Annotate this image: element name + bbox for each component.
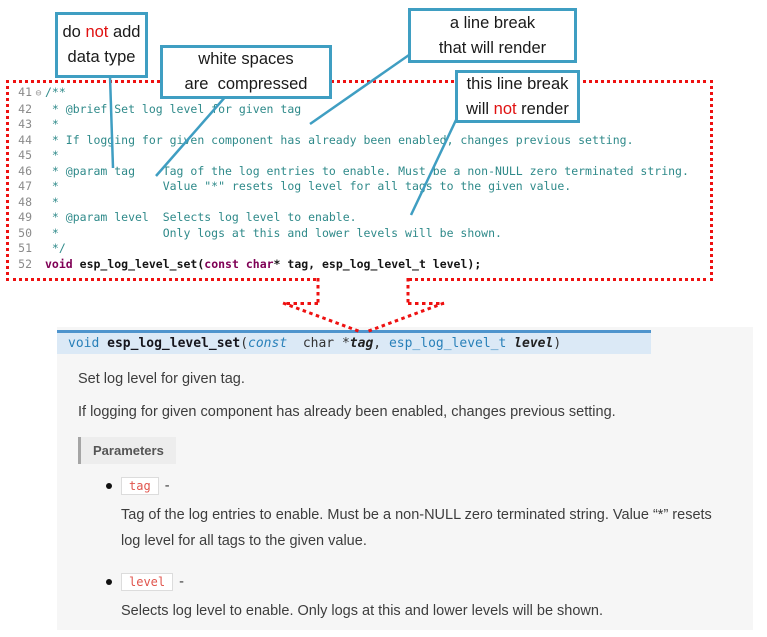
- bullet-icon: [106, 579, 112, 585]
- text-segment: do: [62, 23, 86, 41]
- text-segment: /**: [45, 85, 66, 99]
- text-segment: [506, 336, 514, 351]
- param-name-badge: tag: [121, 477, 159, 495]
- line-number: 52: [18, 256, 32, 271]
- param-head: [106, 571, 731, 593]
- line-number: 41: [18, 85, 32, 99]
- description-text: If logging for given component has already been enabled, changes previous setting.: [78, 404, 616, 420]
- text-segment: that will render: [438, 38, 547, 57]
- text-segment: char: [245, 256, 274, 271]
- param-head: [106, 475, 731, 497]
- callout-line: [467, 72, 569, 97]
- code-line: [8, 226, 708, 242]
- callout-line: [63, 20, 141, 45]
- code-line: [8, 210, 708, 226]
- text-segment: *: [45, 117, 59, 131]
- rendered-doc-panel: [57, 327, 753, 630]
- text-segment: ): [553, 336, 562, 351]
- code-line: [8, 133, 708, 149]
- code-line: [8, 85, 708, 102]
- line-number: 50: [18, 225, 32, 240]
- text-segment: * Only logs at this and lower levels will be shown.: [45, 225, 502, 240]
- code-line: [8, 164, 708, 180]
- callout-line: [68, 45, 136, 70]
- callout-do-not-add-data-type: [55, 12, 148, 78]
- code-line: [8, 148, 708, 164]
- callout-line: [198, 47, 293, 72]
- text-segment: esp_log_level_set: [107, 336, 241, 351]
- text-segment: not: [85, 23, 109, 41]
- code-line: [8, 179, 708, 195]
- text-segment: void: [45, 256, 73, 271]
- text-segment: ,: [373, 336, 389, 351]
- text-segment: const: [204, 256, 239, 271]
- callout-line-break-renders: [408, 8, 577, 63]
- fold-collapse-icon[interactable]: ⊖: [35, 88, 42, 99]
- parameters-label: [78, 437, 176, 464]
- line-number: 47: [18, 179, 32, 193]
- callout-line: [439, 36, 546, 61]
- text-segment: *: [45, 148, 59, 162]
- function-signature: [57, 330, 651, 354]
- text-segment: level: [514, 336, 554, 351]
- param-description: Tag of the log entries to enable. Must be a non-NULL zero terminated string. Value “*” resets log level for all tags to the given value.: [121, 507, 712, 549]
- callout-white-spaces-compressed: [160, 45, 332, 99]
- callout-line-break-not-render: [455, 70, 580, 123]
- code-line: [8, 99, 708, 118]
- line-number: 51: [18, 241, 32, 255]
- text-segment: [99, 336, 107, 351]
- text-segment: this line break: [466, 74, 569, 93]
- text-segment: void: [68, 336, 100, 351]
- line-number: 44: [18, 132, 32, 147]
- code-editor: [8, 85, 708, 272]
- param-item: [106, 475, 731, 554]
- callout-line: [450, 11, 535, 36]
- text-segment: * If logging for given component has already been enabled, changes previous setting.: [45, 132, 634, 147]
- line-number: 46: [18, 163, 32, 178]
- flow-arrow: [283, 276, 444, 332]
- text-segment: */: [45, 241, 66, 255]
- param-separator: -: [164, 478, 170, 494]
- callout-line: [466, 97, 569, 122]
- text-segment: add: [108, 23, 141, 41]
- text-segment: *: [341, 336, 350, 351]
- text-segment: a line break: [449, 13, 536, 32]
- line-number: 43: [18, 117, 32, 131]
- text-segment: will: [466, 99, 494, 118]
- code-line: [8, 257, 708, 273]
- text-segment: *: [45, 194, 59, 209]
- line-number: 45: [18, 148, 32, 162]
- param-name-badge: level: [121, 573, 173, 591]
- line-number: 48: [18, 194, 32, 209]
- code-line: [8, 117, 708, 133]
- text-segment: char: [287, 336, 342, 351]
- text-segment: * @param tag Tag of the log entries to enable. Must be a non-NULL zero terminated string.: [45, 163, 689, 178]
- code-line: [8, 195, 708, 211]
- text-segment: are compressed: [184, 75, 308, 93]
- param-item: [106, 571, 731, 624]
- code-line: [8, 241, 708, 257]
- param-separator: -: [179, 574, 184, 590]
- text-segment: data type: [67, 48, 136, 66]
- text-segment: white spaces: [198, 50, 294, 68]
- bullet-icon: [106, 483, 112, 489]
- text-segment: (: [197, 256, 205, 271]
- line-number: 49: [18, 210, 32, 224]
- callout-line: [185, 72, 308, 97]
- text-segment: [239, 257, 246, 271]
- text-segment: (: [240, 336, 249, 351]
- text-segment: * tag, esp_log_level_t level);: [273, 256, 482, 271]
- param-description: Selects log level to enable. Only logs at this and lower levels will be shown.: [121, 603, 603, 619]
- text-segment: * @param level Selects log level to enable.: [45, 210, 357, 224]
- parameters-label-text: Parameters: [93, 443, 164, 458]
- text-segment: render: [516, 99, 569, 118]
- text-segment: esp_log_level_t: [388, 336, 507, 351]
- text-segment: [73, 257, 80, 271]
- parameters-list: [106, 475, 731, 637]
- text-segment: * @brief Set log level for given tag: [45, 101, 302, 116]
- line-number: 42: [18, 101, 32, 116]
- brief-text: Set log level for given tag.: [78, 371, 245, 387]
- text-segment: esp_log_level_set: [79, 256, 198, 271]
- text-segment: const: [248, 336, 288, 351]
- text-segment: tag: [349, 336, 374, 351]
- text-segment: * Value "*" resets log level for all tags to the given value.: [45, 179, 572, 193]
- text-segment: not: [493, 99, 517, 118]
